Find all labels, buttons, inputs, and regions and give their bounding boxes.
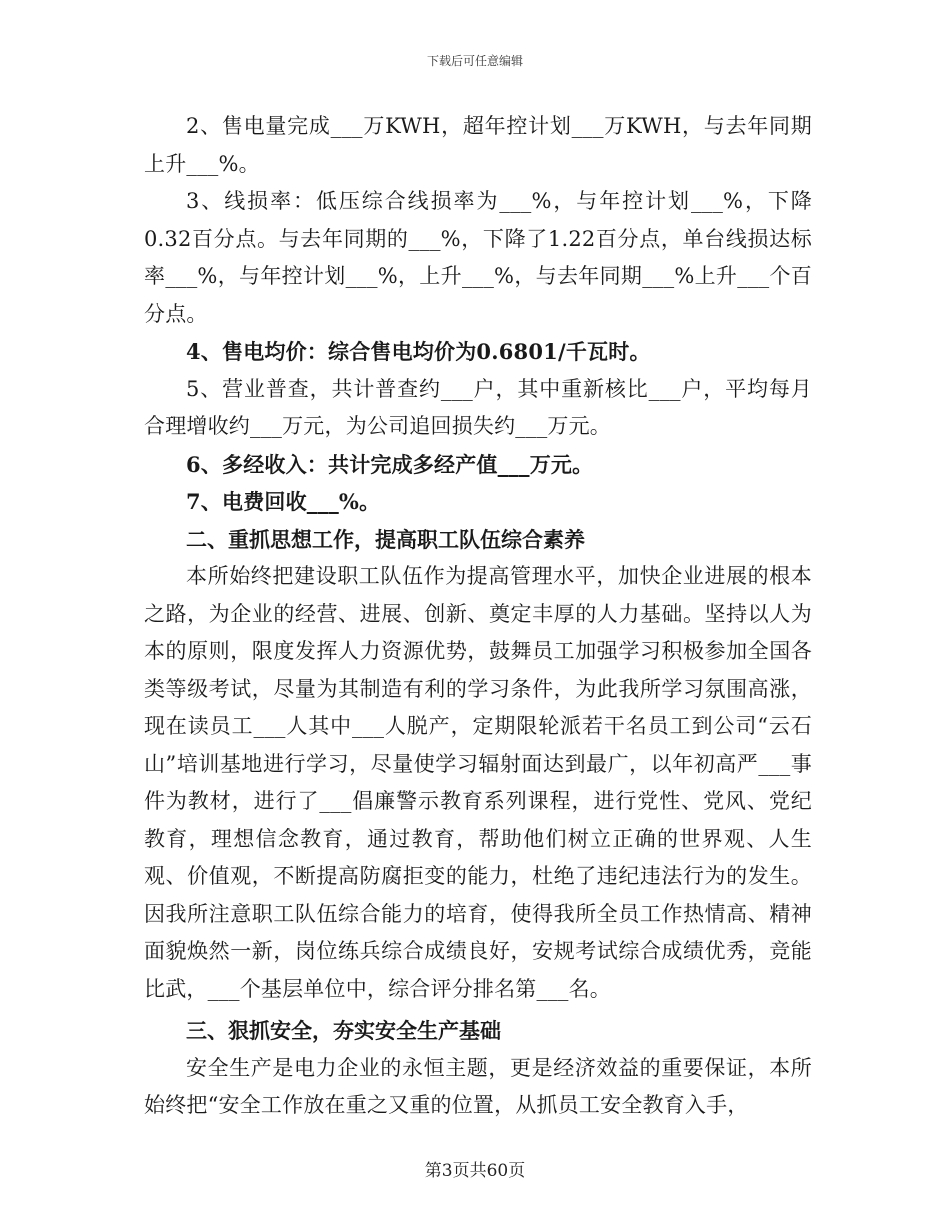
paragraph-safety: 安全生产是电力企业的永恒主题，更是经济效益的重要保证，本所始终把“安全工作放在重之又重的位置，从抓员工安全教育入手， [144, 1055, 812, 1117]
document-body [144, 108, 812, 1125]
page-header: 下载后可任意编辑 [426, 54, 523, 68]
page-number: 第3页共60页 [424, 1161, 526, 1181]
paragraph-line-loss: 3、线损率：低压综合线损率为___%，与年控计划___%，下降0.32百分点。与去年同期的___%，下降了1.22百分点，单台线损达标率___%，与年控计划___%，上升___%，与去年同期___%上升___个百分点。 [144, 189, 812, 326]
paragraph-business-survey: 5、营业普查，共计普查约___户，其中重新核比___户，平均每月合理增收约___万元，为公司追回损失约___万元。 [144, 376, 812, 438]
section-heading-2: 二、重抓思想工作，提高职工队伍综合素养 [186, 526, 585, 552]
paragraph-average-price: 4、售电均价：综合售电均价为0.6801/千瓦时。 [186, 339, 651, 364]
paragraph-sales-volume: 2、售电量完成___万KWH，超年控计划___万KWH，与去年同期上升___%。 [144, 114, 812, 176]
section-heading-3: 三、狠抓安全，夯实安全生产基础 [186, 1018, 501, 1043]
paragraph-fee-recovery: 7、电费回收___%。 [186, 489, 381, 514]
paragraph-diversified-income: 6、多经收入：共计完成多经产值___万元。 [186, 451, 594, 477]
paragraph-staff-training: 本所始终把建设职工队伍作为提高管理水平，加快企业进展的根本之路，为企业的经营、进展、创新、奠定丰厚的人力基础。坚持以人为本的原则，限度发挥人力资源优势，鼓舞员工加强学习积极参加全国各类等级考试，尽量为其制造有利的学习条件，为此我所学习氛围高涨，现在读员工___人其中___人脱产，定期限轮派若干名员工到公司“云石山”培训基地进行学习，尽量使学习辐射面达到最广，以年初高严___事件为教材，进行了___倡廉警示教育系列课程，进行党性、党风、党纪教育，理想信念教育，通过教育，帮助他们树立正确的世界观、人生观、价值观，不断提高防腐拒变的能力，杜绝了违纪违法行为的发生。因我所注意职工队伍综合能力的培育，使得我所全员工作热情高、精神面貌焕然一新，岗位练兵综合成绩良好，安规考试综合成绩优秀，竞能比武，___个基层单位中，综合评分排名第___名。 [144, 564, 812, 1001]
